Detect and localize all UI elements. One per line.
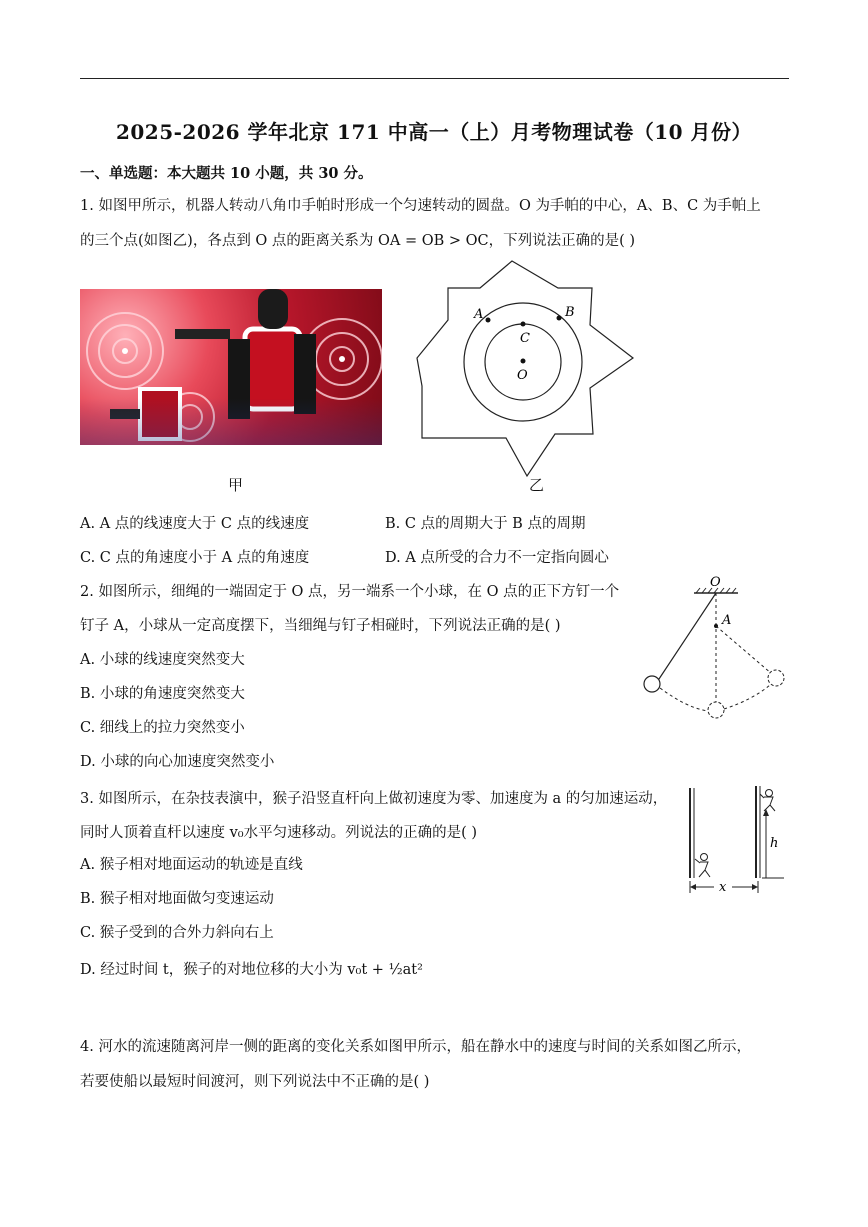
monkey-pole-diagram bbox=[678, 783, 793, 898]
point-o bbox=[521, 359, 526, 364]
monkey-end-icon bbox=[760, 790, 775, 812]
robot-photo bbox=[80, 289, 382, 445]
q4-stem-line1: 4. 河水的流速随离河岸一侧的距离的变化关系如图甲所示，船在静水中的速度与时间的关系如图乙所示， bbox=[80, 1039, 751, 1055]
label-o: O bbox=[517, 368, 528, 383]
point-a bbox=[486, 318, 491, 323]
q1-stem-line1: 1. 如图甲所示，机器人转动八角巾手帕时形成一个匀速转动的圆盘。O 为手帕的中心，A、B、C 为手帕上 bbox=[80, 198, 761, 214]
q2-option-b: B. 小球的角速度突然变大 bbox=[80, 686, 245, 702]
q3-option-c: C. 猴子受到的合外力斜向右上 bbox=[80, 925, 274, 941]
pendulum-label-a: A bbox=[722, 613, 732, 628]
q2-option-a: A. 小球的线速度突然变大 bbox=[80, 652, 245, 668]
q1-option-a: A. A 点的线速度大于 C 点的线速度 bbox=[80, 516, 310, 532]
caption-yi: 乙 bbox=[529, 476, 545, 494]
q2-stem-line1: 2. 如图所示，细绳的一端固定于 O 点，另一端系一个小球，在 O 点的正下方钉一个 bbox=[80, 584, 620, 600]
section-heading: 一、单选题：本大题共 10 小题，共 30 分。 bbox=[80, 165, 373, 182]
q3-option-d: D. 经过时间 t，猴子的对地位移的大小为 v₀t + ½at² bbox=[80, 962, 423, 978]
q1-option-b: B. C 点的周期大于 B 点的周期 bbox=[385, 516, 586, 532]
label-a: A bbox=[474, 307, 484, 322]
ball bbox=[644, 676, 660, 692]
point-c bbox=[521, 322, 526, 327]
q1-option-d: D. A 点所受的合力不一定指向圆心 bbox=[385, 550, 609, 566]
pendulum-label-o: O bbox=[710, 575, 721, 590]
q2-option-c: C. 细线上的拉力突然变小 bbox=[80, 720, 245, 736]
q3-option-a: A. 猴子相对地面运动的轨迹是直线 bbox=[80, 857, 303, 873]
q4-stem-line2: 若要使船以最短时间渡河，则下列说法中不正确的是( ) bbox=[80, 1074, 430, 1090]
q2-stem-line2: 钉子 A，小球从一定高度摆下，当细绳与钉子相碰时，下列说法正确的是( ) bbox=[80, 618, 561, 634]
q2-option-d: D. 小球的向心加速度突然变小 bbox=[80, 754, 275, 770]
label-b: B bbox=[565, 305, 575, 320]
label-c: C bbox=[520, 331, 530, 346]
q1-stem-line2: 的三个点(如图乙)，各点到 O 点的距离关系为 OA = OB > OC，下列说法正确的是( ) bbox=[80, 233, 636, 249]
q3-stem-line1: 3. 如图所示，在杂技表演中，猴子沿竖直杆向上做初速度为零、加速度为 a 的匀加速运动， bbox=[80, 791, 668, 807]
photo-shading bbox=[80, 289, 382, 445]
pendulum-diagram bbox=[632, 574, 792, 724]
header-rule bbox=[80, 78, 789, 79]
q3-stem-line2: 同时人顶着直杆以速度 v₀水平匀速移动。列说法的正确的是( ) bbox=[80, 825, 478, 841]
q3-option-b: B. 猴子相对地面做匀变速运动 bbox=[80, 891, 274, 907]
q1-option-c: C. C 点的角速度小于 A 点的角速度 bbox=[80, 550, 310, 566]
monkey-start-icon bbox=[695, 854, 710, 878]
label-h: h bbox=[770, 836, 779, 851]
point-b bbox=[557, 316, 562, 321]
page-title: 2025-2026 学年北京 171 中高一（上）月考物理试卷（10 月份） bbox=[115, 120, 753, 144]
caption-jia: 甲 bbox=[228, 476, 244, 494]
octagon-cloth-diagram bbox=[410, 258, 640, 478]
label-x: x bbox=[719, 880, 727, 895]
